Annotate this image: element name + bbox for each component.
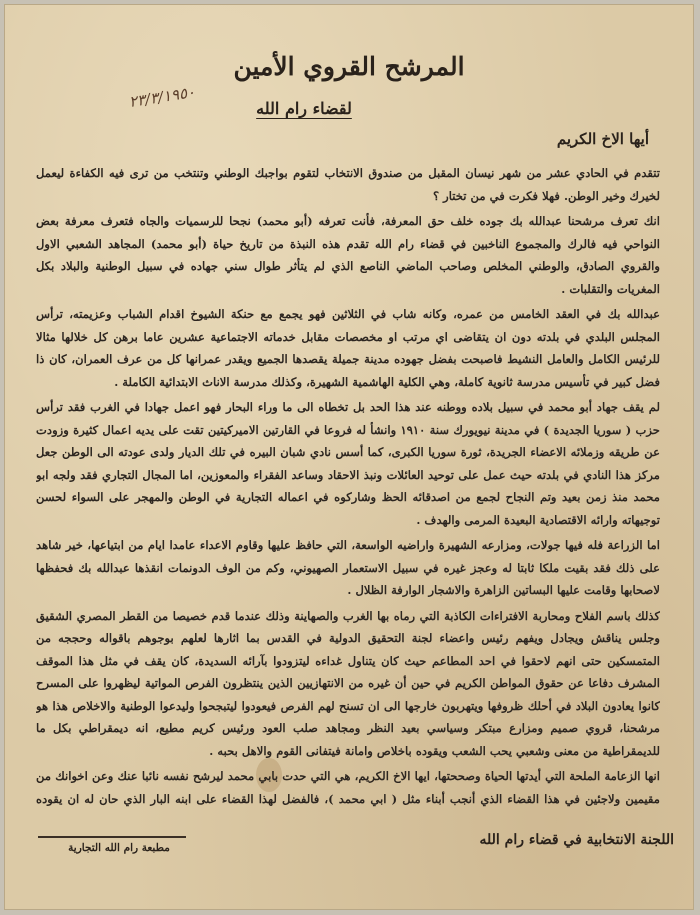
paragraph: انها الزعامة الملحة التي أيدتها الحياة وصححتها، ايها الاخ الكريم، هي التي حدت بابي محمد ليرشح نفسه نائبا عنك وعن اخوانك من مقيمين ولاجئين في هذا القضاء الذي أنجب أبناء مثل ( ابي محمد )، فالفضل لهذا القضاء على ابنه البار الذي حان له ان يقوده bbox=[36, 769, 660, 806]
paragraph: تتقدم في الحادي عشر من شهر نيسان المقبل من صندوق الانتخاب لتقوم بواجبك الوطني وتنتخب من ترى فيه الكفاءة ليعمل لخيرك وخير الوطن. فهلا فكرت في من تختار ؟ bbox=[36, 166, 660, 203]
paragraph: كذلك باسم الفلاح ومحاربة الافتراءات الكاذبة التي رماه بها الغرب والصهاينة وذلك عندما قدم خصيصا من القطر المصري الشقيق وجلس يناقش ويجادل ويفهم رئيس واعضاء لجنة التحقيق الدولية في القدس بما اثارها لعلهم بوجوهم باقواله وحججه من المتمسكين حتى انهم لاحقوا في احد المطاعم حيث كان يتناول غداءه ليتزودوا بآرائه السديدة، كان يقف في مثل هذا الموقف المشرف دفاعا عن حقوق المواطن الكريم في حين أن غيره من الانتهازيين الذين ينتظرون الفرص المواتية ليظهروا على المسرح كانوا يعادون البلاد في أحلك ظروفها ويتهربون خارجها الى ان تسنح لهم الفرص فيعودوا ليتبجحوا وليدعوا الوطنية والاخلاص هذا هو مرشحنا، قروي صميم ومزارع مبتكر وسياسي بعيد النظر ومجاهد صلب العود ورئيس كريم مطيع، انه ديمقراطي بكل ما للديمقراطية من معنى وشعبي يحب الشعب ويقوده باخلاص وامانة فيتفانى القوم والاهل بحبه . bbox=[36, 608, 660, 758]
page-subtitle: لقضاء رام الله bbox=[256, 99, 352, 118]
printer-name: مطبعة رام الله التجارية bbox=[68, 842, 170, 854]
paragraph: عبدالله بك في العقد الخامس من عمره، وكانه شاب في الثلاثين فهو يجمع مع حنكة الشيوخ اقدام الشباب وعزيمته، ترأس المجلس البلدي في بلدته دون ان يتقاضى اي مرتب او مخصصات مقابل خدماته الاجتماعية عشرين عاما برهن كل خلالها مثالا للرئيس الكامل والعامل النشيط فاصبحت بفضل جهوده مدينة جميلة يقصدها الجميع ويقدر عمرانها كل من عرف العمران، كان ذا فضل كبير في تأسيس مدرسة ثانوية كاملة، وهي الكلية الهاشمية الشهيرة، وكذلك مدرسة الاناث الابتدائية الكاملة . bbox=[36, 307, 660, 389]
handwritten-date: ٢٣/٣/١٩٥٠ bbox=[127, 82, 197, 112]
committee-signature: اللجنة الانتخابية في قضاء رام الله bbox=[479, 832, 674, 848]
document-sheet bbox=[4, 4, 694, 910]
greeting: أيها الاخ الكريم bbox=[556, 130, 649, 148]
document-body bbox=[36, 162, 660, 810]
paragraph: لم يقف جهاد أبو محمد في سبيل بلاده ووطنه عند هذا الحد بل تخطاه الى ما وراء البحار فهو اعمل جهادا في الغرب فقد ترأس حزب ( سوريا الجديدة ) في مدينة نيويورك سنة ١٩١٠ وانشأ له فروعا في القارتين الاميركيتين تقت على يديه اعمال كثيرة وزودت عن طريقه وزملائه الاعضاء الجريدة، ثورة سوريا الكبرى، كما أسس نادي شبان البيره في تلك الديار ولدى عودته الى الوطن جعل مركز هذا النادي في بلدته حيث عمل على توحيد العائلات ونبذ الاحقاد وساعد الفقراء والمعوزين، اما المجال التجاري فقد ولجه ابو محمد منذ زمن بعيد وتم النجاح لجمع من اصدقائه الحظ وشاركوه في اعماله التجارية في الوطن والمهجر على السواء لحسن توجيهاته وارائه الاقتصادية البعيدة المرمى والهدف . bbox=[36, 400, 660, 527]
footer-rule bbox=[38, 836, 186, 838]
paragraph: انك تعرف مرشحنا عبدالله بك جوده خلف حق المعرفة، فأنت تعرفه (أبو محمد) نجحا للرسميات والجاه فتعرف معرفة بعض النواحي فيه فالرك والمجموع الناخبين في قضاء رام الله تقدم هذه النبذة من تاريخ حياة (أبو محمد) المجاهد الشعبي الاول والقروي الصادق، والوطني المخلص وصاحب الماضي الناصع الذي لم يتأثر طوال سني جهاده في سبيل الوطنية والبلاد بكل المغريات والتقلبات . bbox=[36, 214, 660, 296]
paragraph: اما الزراعة فله فيها جولات، ومزارعه الشهيرة واراضيه الواسعة، التي حافظ عليها وقاوم الاعداء عامدا ايام من ابتياعها، خير شاهد على ذلك فقد بقيت ملكا ثابتا له وعجز غيره في سبيل الاستعمار الصهيوني، وكم من الوف الدونمات انقذها عبدالله بك فحفظها لاصحابها وقامت عليها البساتين الزاهرة والاشجار الوارفة الظلال . bbox=[36, 538, 660, 597]
page-title: المرشح القروي الأمين bbox=[233, 52, 465, 81]
